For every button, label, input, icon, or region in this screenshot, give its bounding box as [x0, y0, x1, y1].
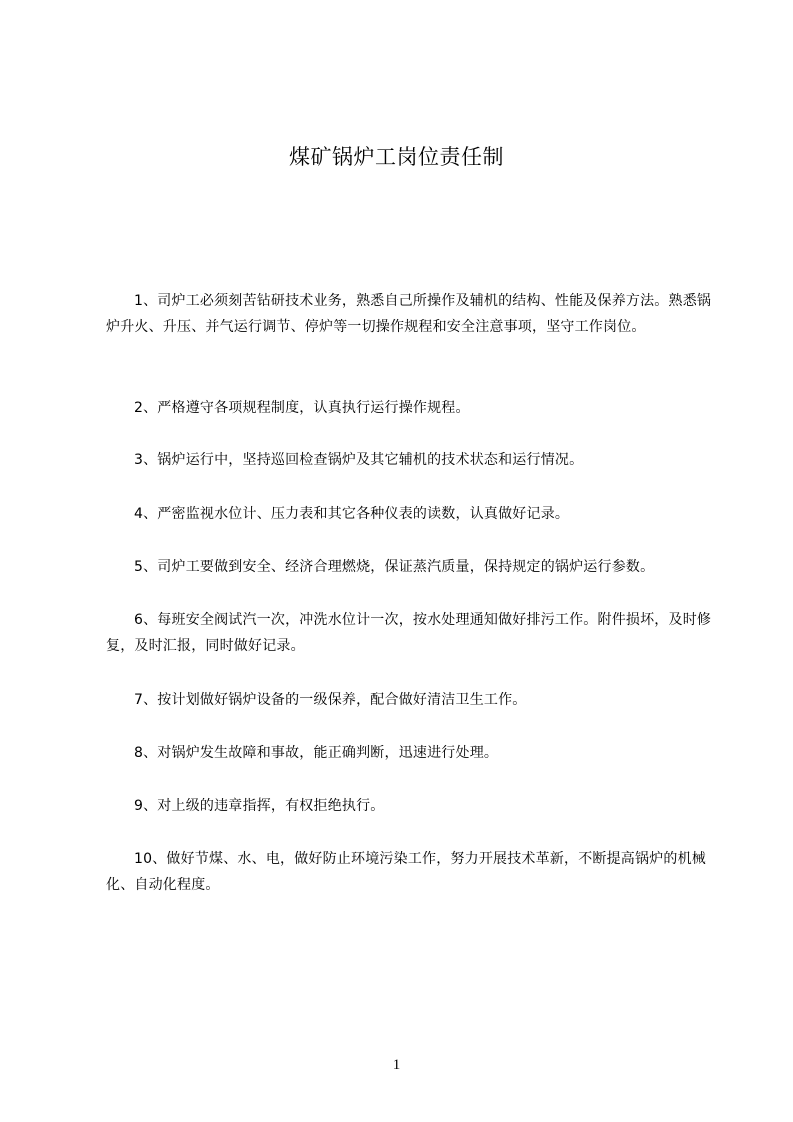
paragraph-9: 9、对上级的违章指挥，有权拒绝执行。: [134, 798, 385, 814]
page-number: 1: [392, 1057, 401, 1073]
paragraph-5: 5、司炉工要做到安全、经济合理燃烧，保证蒸汽质量，保持规定的锅炉运行参数。: [134, 559, 655, 575]
paragraph-8: 8、对锅炉发生故障和事故，能正确判断，迅速进行处理。: [134, 745, 499, 761]
document-title: 煤矿锅炉工岗位责任制: [289, 145, 504, 169]
paragraph-4: 4、严密监视水位计、压力表和其它各种仪表的读数，认真做好记录。: [134, 506, 570, 522]
paragraph-7: 7、按计划做好锅炉设备的一级保养，配合做好清洁卫生工作。: [134, 692, 527, 708]
paragraph-3: 3、锅炉运行中，坚持巡回检查锅炉及其它辅机的技术状态和运行情况。: [134, 452, 584, 468]
paragraph-6: 6、每班安全阀试汽一次，冲洗水位计一次，按水处理通知做好排污工作。附件损坏，及时修复，及时汇报，同时做好记录。: [106, 612, 712, 654]
paragraph-2: 2、严格遵守各项规程制度，认真执行运行操作规程。: [134, 400, 470, 416]
paragraph-1: 1、司炉工必须刻苦钻研技术业务，熟悉自己所操作及辅机的结构、性能及保养方法。熟悉锅炉升火、升压、并气运行调节、停炉等一切操作规程和安全注意事项，坚守工作岗位。: [106, 293, 712, 335]
paragraph-10: 10、做好节煤、水、电，做好防止环境污染工作，努力开展技术革新，不断提高锅炉的机械化、自动化程度。: [106, 851, 707, 893]
